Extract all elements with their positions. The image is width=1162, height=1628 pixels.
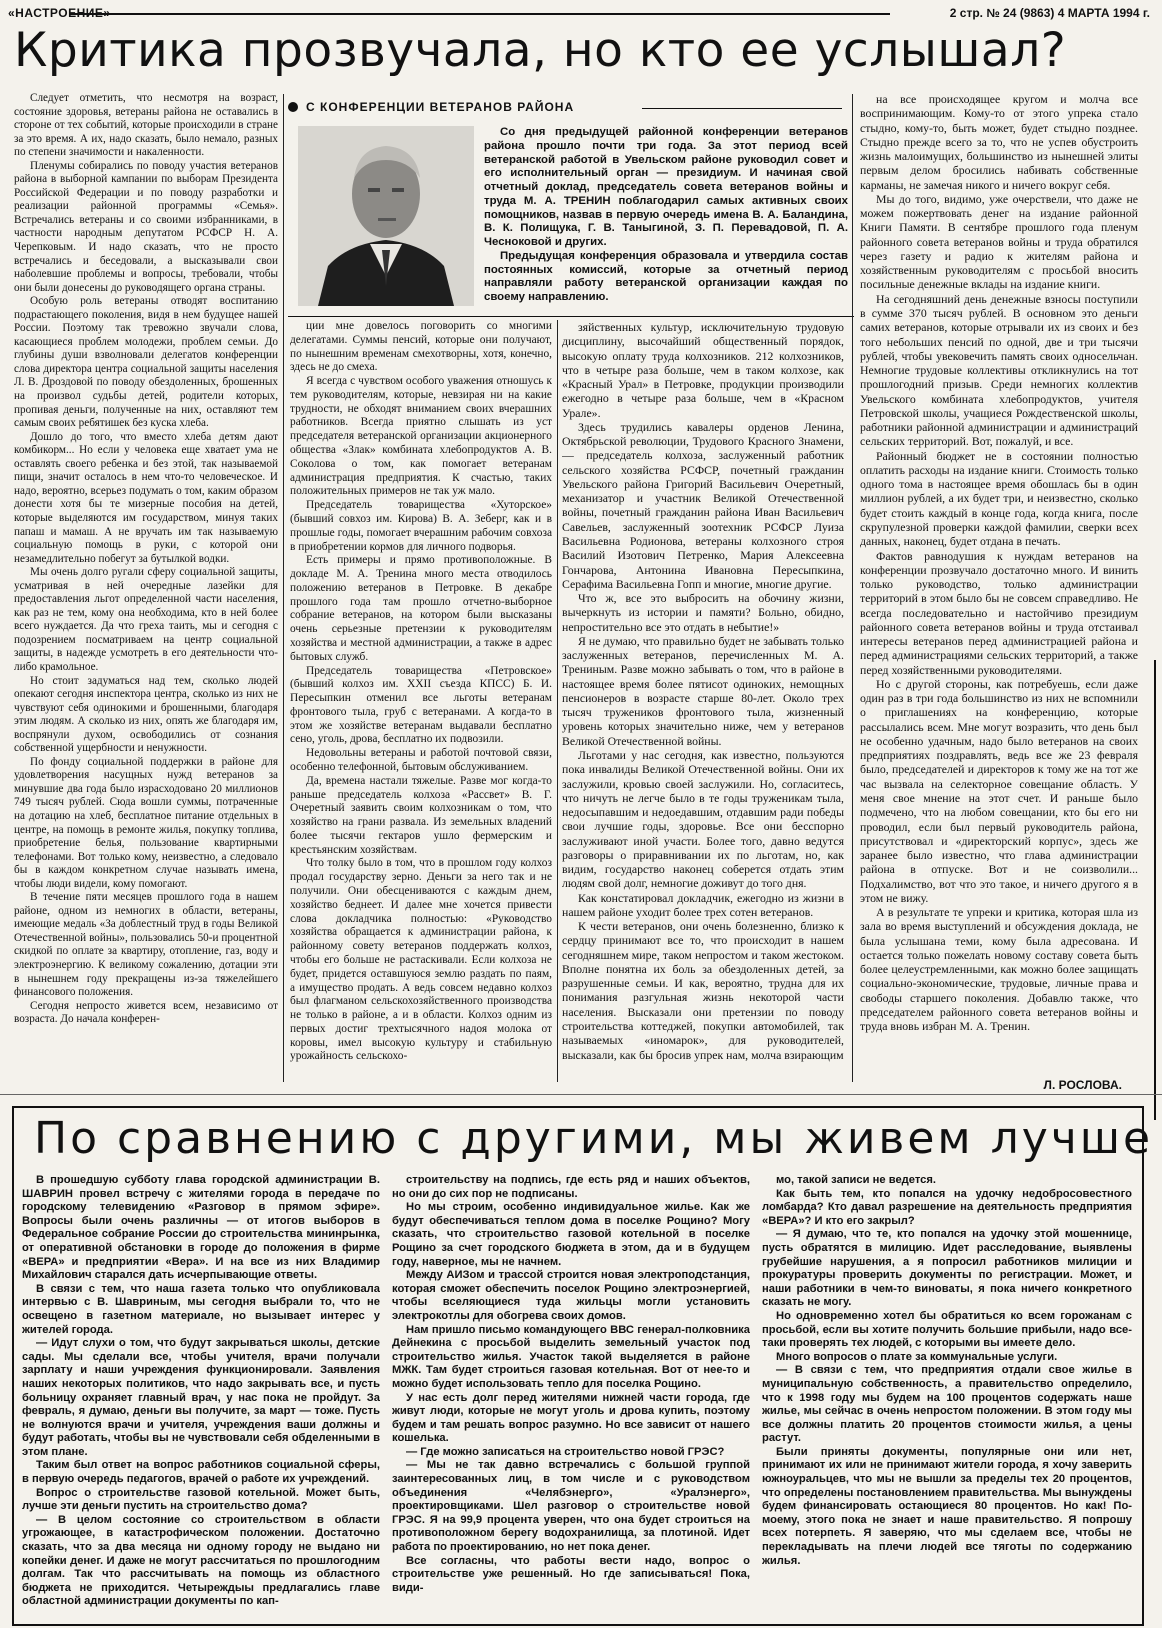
paragraph: Между АИЗом и трассой строится новая электроподстанция, которая сможет обеспечить поселок Рощино электроэнергией, чтобы вселяющиеся туда жильцы могли установить электрокотлы для обогрева своих домов. [392,1269,750,1322]
paragraph: В течение пяти месяцев прошлого года в нашем районе, одном из немногих в области, ветераны, имеющие медаль «За доблестный труд в годы Великой Отечественной войны», пользовались 50-и процентной скидкой по оплате за квартиру, отопление, газ, воду и электроэнергию. К великому сожалению, дотации эти в нынешнем году прекращены из-за тяжелейшего финансового положения. [14,891,278,999]
paragraph: Районный бюджет не в состоянии полностью оплатить расходы на издание книги. Стоимость только одного тома в настоящее время обошлась бы в один миллион рублей, а их будет три, и неизвестно, сколько будет стоить каждый в конце года, когда книга, после скрупулезной проверки каждой фамилии, сверки всех данных, наконец, будет отдана в печать. [860,448,1138,549]
paragraph: зяйственных культур, исключительную трудовую дисциплину, высочайший общественный порядок, высокую оплату труда колхозников. 212 колхозников, что в четыре раза больше, чем в таком колхозе, как «Красный Урал» в Петровке, продукции производили ежегодно в четыре раза больше, чем в «Красном Урале». [562,320,844,420]
paragraph: — Идут слухи о том, что будут закрываться школы, детские сады. Мы сделали все, чтобы учителя, врачи получали зарплату и наши учреждения функционировали. Заявления наших некоторых политиков, что надо закрывать все, и пусть больницу охраняет главный врач, у нас пока не пройдут. За февраль, я думаю, деньги вы получите, за март — тоже. Пусть не волнуются врачи и учителя, учреждения ваши должны и будут работать, чтобы вы не чувствовали себя обделенными в этом плане. [22,1337,380,1458]
paragraph: По фонду социальной поддержки в районе для удовлетворения насущных нужд ветеранов за минувшие два года было израсходовано 20 миллионов 749 тысяч рублей. Сюда вошли суммы, потраченные на дотацию на хлеб, бесплатное питание отдельных в центре, на помощь в ремонте жилья, покупку топлива, приобретение белья, пользование квартирными телефонами. Вот только кому, неизвестно, а следовало бы в каждом конкретном случае называть имена, чтобы люди видели, кому помогают. [14,755,278,890]
paragraph: Вопрос о строительстве газовой котельной. Может быть, лучше эти деньги пустить на строительство дома? [22,1486,380,1513]
edge-mark [1154,660,1156,1120]
paragraph: Таким был ответ на вопрос работников социальной сферы, в первую очередь педагогов, врачей о работе их учреждений. [22,1459,380,1486]
paragraph: Следует отметить, что несмотря на возраст, состояние здоровья, ветераны района не оставались в стороне от тех событий, которые происходили в стране за это время. А их, надо сказать, было немало, разных по степени значимости и накаленности. [14,92,278,159]
paragraph: Много вопросов о плате за коммунальные услуги. [776,1350,1058,1363]
paragraph: Здесь трудились кавалеры орденов Ленина, Октябрьской революции, Трудового Красного Знамени, — председатель колхоза, заслуженный работник сельского хозяйства РСФСР, почетный гражданин Увельского района Григорий Васильевич Очеретный, механизатор и участник Великой Отечественной войны, почетный гражданин района Иван Васильевич Савельев, заслуженный зоотехник РСФСР Луиза Васильевна Родионова, ветераны колхозного строя Василий Изотович Петренко, Мария Алексеевна Гончарова, Антонина Ивановна Пересыпкина, Серафима Васильевна Гопп и многие, многие другие. [562,419,844,591]
paragraph: Дошло до того, что вместо хлеба детям дают комбикорм... Но если у человека еще хватает ума не оставлять своего ребенка и без этой, так называемой пищи, значит осталось в нем что-то человеческое. И надо, вероятно, всерьез подумать о том, каким образом донести хотя бы те мизерные пособия на детей, которые выделяются им государством, минуя таких папаш и мамаш. А не вручать им так называемую социальную помощь в руки, с которой они незамедлительно побегут за бутылкой водки. [14,430,278,565]
paragraph: — В целом состояние со строительством в области угрожающее, в катастрофическом положении. Достаточно сказать, что за два месяца ни одному городу не выдано ни копейки денег. И даже не могут рассчитаться по прошлогодним долгам. Так что рассчитывать на помощь из областного бюджета не приходится. Четыреждыы предлагались главе областной администрации документы по кап- [22,1513,380,1608]
paragraph: Что ж, все это выбросить на обочину жизни, вычеркнуть из истории и памяти? Больно, обидно, непростительно все это отдать в небытие!» [562,591,844,634]
article2-headline: По сравнению с другими, мы живем лучше [34,1113,1154,1164]
paragraph: В прошедшую субботу глава городской администрации В. ШАВРИН провел встречу с жителями города в передаче по городскому телевидению «Разговор в прямом эфире». Вопросы были очень различны — от итогов выборов в Федеральное собрание России до строительства мининрынка, от оперативной обстановки в городе до положения в фирме «ВЕРА» и предприятии «Вера». И на все из них Владимир Михайлович старался дать исчерпывающие ответы. [22,1174,380,1282]
paragraph: Предыдущая конференция образовала и утвердила состав постоянных комиссий, которые за отчетный период направляли работу ветеранской организации каждая по своему направлению. [484,249,848,304]
paragraph: Есть примеры и прямо противоположные. В докладе М. А. Тренина много места отводилось положению ветеранов в Петровке. В декабре прошлого года там прошло отчетно-выборное собрание ветеранов, на котором были высказаны очень серьезные претензии к руководителям хозяйства и местной администрации, а также в адрес бытовых служб. [290,554,552,663]
paragraph: Мы до того, видимо, уже очерствели, что даже не можем пожертвовать денег на издание районной Книги Памяти. В сентябре прошлого года пленум районного совета ветеранов войны и труда обратился через газету и радио к жителям района и хозяйственным руководителям с просьбой вносить посильные денежные вклады на издание книги. [860,191,1138,292]
column-rule [557,320,558,1082]
paragraph: — Где можно записаться на строительство новой ГРЭС? [406,1445,725,1458]
paragraph: мо, такой записи не ведется. [776,1174,937,1186]
rubric-label: С КОНФЕРЕНЦИИ ВЕТЕРАНОВ РАЙОНА [306,100,575,114]
paragraph: На сегодняшний день денежные взносы поступили в сумме 370 тысяч рублей. В основном это деньги самих ветеранов, которые отрывали их из своих и без того небольших пенсий по одной, две и три тысячи рублей, чтобы увековечить память своих односельчан. Немногие трудовые коллективы откликнулись на тот прошлогодний призыв. Среди немногих коллектив Увельского комбината хлебопродуктов, учителя Петровской школы, учащиеся Рождественской школы, работники районной администрации и администраций сельских территорий. Вот, пожалуй, и все. [860,291,1138,449]
paragraph: Все согласны, что работы вести надо, вопрос о строительстве уже решенный. Но где записываться! Пока, види- [392,1554,750,1594]
paragraph: Да, времена настали тяжелые. Разве мог когда-то раньше председатель колхоза «Рассвет» В. Г. Очеретный заявить своим колхозникам о том, что хозяйство на грани развала. Из земельных владений более тысячи гектаров ушло фермерским и крестьянским хозяйствам. [290,774,552,856]
portrait-icon [298,126,474,306]
paragraph: — В связи с тем, что предприятия отдали свое жилье в муниципальную собственность, а правительство определило, что к 1998 году мы будем на 100 процентов содержать наше жилье, мы сейчас в очень непростом положении. В этом году мы все должны платить 20 процентов стоимости жилья, а цены растут. [762,1364,1132,1445]
paragraph: Я всегда с чувством особого уважения отношусь к тем руководителям, которые, невзирая ни на какие трудности, не обходят вниманием своих вчерашних работников. Всегда приятно слышать из уст председателя ветеранской организации акционерного общества «Злак» комбината хлебопродуктов А. В. Соколова о том, как помогает ветеранам администрация предприятия. К счастью, таких положительных примеров не так уж мало. [290,375,552,498]
paragraph: А в результате те упреки и критика, которая шла из зала во время выступлений и обсуждения доклада, не была услышана теми, кому была адресована. И остается только пожелать новому составу совета быть более целеустремленными, как можно более защищать социально-экономические, трудовые, личные права и свободы старшего поколения. Добавлю также, что председателем районного совета ветеранов войны и труда вновь избран М. А. Тренин. [860,905,1138,1034]
paragraph: на все происходящее кругом и молча все воспринимающим. Кому-то от этого упрека стало стыдно, кому-то, быть может, будет стыдно позднее. Стыдно прежде всего за то, что не успев обустроить жизнь малоимущих, большинство из нынешней элиты первым делом бросились набивать собственные карманы, не замечая никого и ничего вокруг себя. [860,92,1138,192]
article1-column-2 [290,320,552,1082]
column-rule [852,94,853,1082]
paragraph: Недовольны ветераны и работой почтовой связи, особенно телефонной, бытовым обслуживанием. [290,747,552,773]
article2-column-1 [22,1174,380,1618]
rubric-rule [642,108,842,109]
paragraph: У нас есть долг перед жителями нижней части города, где живут люди, которые не могут уголь и дрова купить, поэтому будем и там решать вопрос разумно. Но все зависит от нашего кошелька. [392,1391,750,1445]
issue-info: 2 стр. № 24 (9863) 4 МАРТА 1994 г. [949,6,1150,20]
article1-column-1 [14,92,278,1082]
paragraph: Льготами у нас сегодня, как известно, пользуются пока инвалиды Великой Отечественной войны. Они их заслужили, кровью своей заслужили. Но, согласитесь, что ничуть не легче было в те годы труженикам тыла, недосыпавшим и недоедавшим, отдавшим ради победы свои лучшие годы, здоровье. Все они бесспорно заслуживают иной участи. Более того, давно ведутся разговоры о приравнивании их по льготам, но, как видим, государство наконец соберется отдать этим людям свой долг, немногие доживут до того дня. [562,747,844,891]
paragraph: Председатель товарищества «Хуторское» (бывший совхоз им. Кирова) В. А. Зеберг, как и в прошлые годы, помогает вчерашним рабочим совхоза в приобретении кормов для личного подворья. [290,499,552,553]
section-divider [0,1094,1162,1095]
paragraph: К чести ветеранов, они очень болезненно, близко к сердцу принимают все то, что происходит в нашем сегодняшнем мире, таком непростом и таком жестоком. Вполне понятна их боль за обездоленных детей, за разрушенные семьи. И как, вероятно, трудна для их понимания разгульная жизнь некоторой части населения. Высказали они претензии по поводу строительства коттеджей, покупки автомобилей, так называемых «иномарок», для руководителей, высказали, как бы бросив упрек нам, молча взирающим [562,919,844,1062]
article1-headline: Критика прозвучала, но кто ее услышал? [14,23,1067,78]
paragraph: Особую роль ветераны отводят воспитанию подрастающего поколения, видя в нем будущее нашей России. Поэтому так тревожно звучали слова, касающиеся проблем молодежи, проблем семьи. До глубины души взволновали делегатов конференции слова директора центра социальной защиты населения Л. В. Дроздовой по поводу обездоленных, брошенных на произвол судьбы детей, родители которых, пропивая деньги, полученные на них, оставляют тем самым своих ребятишек без куска хлеба. [14,295,278,430]
paragraph: строительству на подпись, где есть ряд и наших объектов, но они до сих пор не подписаны. [392,1174,750,1200]
paragraph: Мы очень долго ругали сферу социальной защиты, усматривая в ней очередные лазейки для предоставления льгот определенной части населения, как раз не тем, кому она необходима, кто в ней более всего нуждается. Да что греха таить, мы и сегодня с подозрением посматриваем на центр социальной защиты, в надежде усмотреть в его деятельности что-либо крамольное. [14,566,278,673]
article1-column-4 [860,92,1138,1074]
paragraph: Председатель товарищества «Петровское» (бывший колхоз им. XXII съезда КПСС) Б. И. Пересыпкин отменил все льготы ветеранам фронтового тыла, груб с ветеранами. А когда-то в этом же хозяйстве ветеранам выдавали бесплатно сено, уголь, дрова, бесплатно их подвозили. [290,664,552,746]
article2-column-3 [762,1174,1132,1618]
article1-lead [484,126,848,305]
paragraph: Фактов равнодушия к нуждам ветеранов на конференции прозвучало достаточно много. И винить только руководство, только администрации территорий в этом было бы не совсем справедливо. Не всегда последовательно и настойчиво президиум районного совета ветеранов войны и труда отстаивал интересы ветеранов перед администрацией района и перед администрациями сельских территорий, а также перед хозяйственными руководителями. [860,548,1138,677]
bullet-icon [288,102,298,112]
column-rule [283,94,284,1082]
article2-column-2 [392,1174,750,1618]
paragraph: Что толку было в том, что в прошлом году колхоз продал государству зерно. Деньги за него так и не получили. Они обесцениваются с каждым днем, хозяйство беднеет. И далее мне хочется привести слова докладчика полностью: «Руководство хозяйства обращается к администрации района, к районному совету ветеранов поддержать колхоз, чтобы его больше не растаскивали. Если колхоза не будет, придется оставшуюся землю раздать по паям, а имущество продать. А ведь совсем недавно колхоз был флагманом сельскохозяйственного производства не только в районе, а и в области. Колхоз одним из первых достиг трехтысячного надоя молока от коровы, имел высокую культуру и стабильную урожайность сельскохо- [290,857,552,1063]
article1-author: Л. РОСЛОВА. [1043,1078,1122,1092]
paragraph: Были приняты документы, популярные они или нет, принимают их или не принимают жители города, я хочу заверить южноуральцев, что мы не вышли за пределы тех 20 процентов, что определены постановлением правительства. Мы вынуждены будем финансировать остающиеся 80 процентов. Но как! По-моему, этого пока не знает и наше правительство. Я попрошу всех потерпеть. Я заверяю, что мы сделаем все, чтобы не перекладывать на плечи людей все тяготы по содержанию жилья. [762,1445,1132,1567]
paragraph: Нам пришло письмо командующего ВВС генерал-полковника Дейнекина с просьбой выделить земельный участок под строительство жилья. Участок такой выделяется в районе МЖК. Там будет строиться газовая котельная. Вот от нее-то и можно будет использовать тепло для поселка Рощино. [392,1323,750,1390]
section-name: «НАСТРОЕНИЕ» [8,6,111,20]
article1-rubric [288,100,618,114]
article1-column-3 [562,320,844,1082]
paragraph: — Я думаю, что те, кто попался на удочку этой мошеннице, пусть обратятся в милицию. Идет расследование, выявлены грубейшие нарушения, а я попросил работников милиции и прокуратуры проверить документы по регистрации. Может, и наши работники в чем-то виноваты, я пока ничего конкретного сказать не могу. [762,1228,1132,1309]
paragraph: Сегодня непросто живется всем, независимо от возраста. До начала конферен- [14,999,278,1026]
paragraph: Но мы строим, особенно индивидуальное жилье. Как же будут обеспечиваться теплом дома в поселке Рощино? Могу сказать, что строительство газовой котельной в поселке Рощино за счет городского бюджета в этом, да и в будущем году, наверное, мы не начнем. [392,1201,750,1268]
paragraph: Со дня предыдущей районной конференции ветеранов района прошло почти три года. За этот период всей ветеранской работой в Увельском районе руководил совет и его исполнительный орган — президиум. И начиная свой отчетный доклад, председатель совета ветеранов войны и труда М. А. ТРЕНИН поблагодарил самых активных своих помощников, назвав в первую очередь имена В. А. Баландина, В. К. Полищука, Г. В. Таныгиной, З. П. Перевадовой, П. А. Чесноковой и других. [484,126,848,249]
paragraph: Но с другой стороны, как потребуешь, если даже один раз в три года большинство из них не вспомнили о приглашениях на конференцию, которые рассылались всем. Мне могут возразить, что день был не особенно удачным, надо было ветеранов на своих предприятиях поздравлять, ведь все же 23 февраля было, председателей и директоров к тому же на тот же час вызвала на селекторное совещание область. У меня свое мнение на этот счет. И раньше было подмечено, что на любом совещании, кто бы его ни проводил, если был первый руководитель района, присутствовал и «директорский корпус», здесь же заранее было известно, что глава администрации района в отпуске. Вот и не соизволили... Подхалимство, вот что это такое, и ничего другого я в этом не вижу. [860,676,1138,905]
paragraph: Как быть тем, кто попался на удочку недобросовестного ломбарда? Кто давал разрешение на деятельность предприятия «ВЕРА»? И кто его закрыл? [762,1187,1132,1227]
paragraph: Пленумы собирались по поводу участия ветеранов района в выборной кампании по выборам Президента Российской Федерации и по поводу разработки и реализации районной программы «Семья». Встречались ветераны и со своими избранниками, в частности народным депутатом РСФСР Н. А. Черепковым. И надо сказать, что не просто встречались и беседовали, а высказывали свои наболевшие проблемы и вопросы, требовали, чтобы они были донесены до руководящего органа страны. [14,159,278,294]
header-rule [70,13,890,15]
paragraph: Как констатировал докладчик, ежегодно из жизни в нашем районе уходит более трех сотен ветеранов. [562,890,844,919]
paragraph: ции мне довелось поговорить со многими делегатами. Суммы пенсий, которые они получают, по нынешним временам смехотворны, хотя, конечно, здесь не до смеха. [290,320,552,374]
paragraph: Я не думаю, что правильно будет не забывать только заслуженных ветеранов, перечисленных М. А. Трениным. Разве можно забывать о том, что в районе в настоящее время более пятисот одиноких, немощных пенсионеров в возрасте старше 80-лет. Около трех тысяч тружеников фронтового тыла, жизненный уровень которых значительно ниже, чем у ветеранов Великой Отечественной войны. [562,633,844,748]
paragraph: Но одновременно хотел бы обратиться ко всем горожанам с просьбой, если вы хотите получить большие прибыли, надо все-таки проверять тех людей, с которыми вы имеете дело. [762,1309,1132,1350]
paragraph: — Мы не так давно встречались с большой группой заинтересованных лиц, в том числе и с руководством объединения «Челябэнерго», «Уралэнерго», проектировщиками. Шел разговор о строительстве новой ГРЭС. Я на 99,9 процента уверен, что она будет строиться на противоположном берегу водохранилища, за плотиной. Идет работа по проектированию, но нет пока денег. [392,1459,750,1554]
portrait-photo [298,126,474,306]
paragraph: В связи с тем, что наша газета только что опубликовала интервью с В. Шавриным, мы сегодня выбрали то, что не освещено в газетном материале, но вызывает интерес у жителей города. [22,1282,380,1336]
paragraph: Но стоит задуматься над тем, сколько людей опекают сегодня инспектора центра, сколько из них не чувствуют себя одинокими и брошенными, благодаря этим людям. А сколько из них, опять же благодаря им, воспрянули духом, освободились от сознания собственной ущербности и ненужности. [14,674,278,755]
